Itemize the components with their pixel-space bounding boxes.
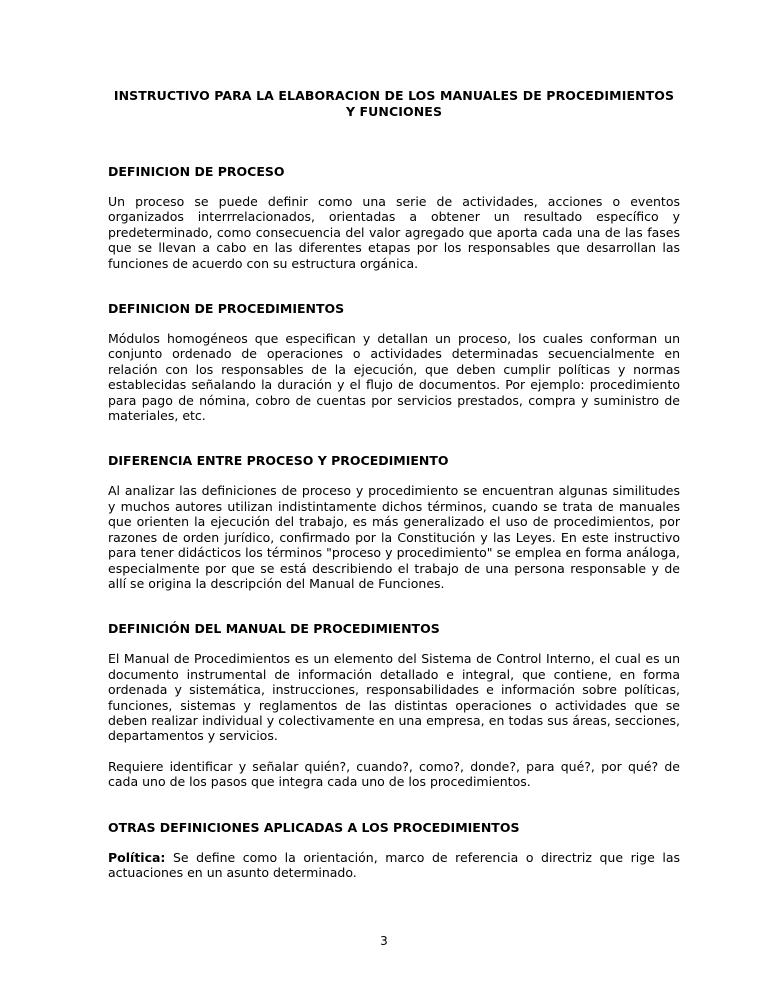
document-page xyxy=(108,88,680,880)
section-heading: DEFINICION DE PROCESO xyxy=(108,164,285,179)
paragraph: Requiere identificar y señalar quién?, cuando?, como?, donde?, para qué?, por qué? de cada uno de los pasos que integra cada uno de los procedimientos. xyxy=(108,758,680,790)
section-spacer xyxy=(108,271,680,301)
paragraph: Al analizar las definiciones de proceso y procedimiento se encuentran algunas similitudes y muchos autores utilizan indistintamente dichos términos, cuando se trata de manuales que orienten la ejecución del trabajo, es más generalizado el uso de procedimientos, por razones de orden jurídico, confirmado por la Constitución y las Leyes. En este instructivo para tener didácticos los términos "proceso y procedimiento" se emplea en forma análoga, especialmente por que se está describiendo el trabajo de una persona responsable y de allí se origina la descripción del Manual de Funciones. xyxy=(108,483,680,591)
paragraph: Un proceso se puede definir como una serie de actividades, acciones o eventos organizados interrrelacionados, orientadas a obtener un resultado específico y predeterminado, como consecuencia del valor agregado que aporta cada una de las fases que se llevan a cabo en las diferentes etapas por los responsables que desarrollan las funciones de acuerdo con su estructura orgánica. xyxy=(108,194,680,271)
definition-paragraph xyxy=(108,850,680,881)
section-spacer xyxy=(108,423,680,453)
section-otras-definiciones xyxy=(108,820,680,881)
section-heading: OTRAS DEFINICIONES APLICADAS A LOS PROCEDIMIENTOS xyxy=(108,819,520,835)
document-title xyxy=(108,88,680,120)
section-heading: DEFINICIÓN DEL MANUAL DE PROCEDIMIENTOS xyxy=(108,621,440,637)
section-definicion-proceso xyxy=(108,164,680,271)
section-heading: DEFINICION DE PROCEDIMIENTOS xyxy=(108,301,345,317)
definition-text: Se define como la orientación, marco de referencia o directriz que rige las actuaciones en un asunto determinado. xyxy=(108,849,680,880)
section-spacer xyxy=(108,591,680,621)
paragraph: Módulos homogéneos que especifican y detallan un proceso, los cuales conforman un conjunto ordenado de operaciones o actividades determinadas secuencialmente en relación con los responsables de la ejecución, que deben cumplir políticas y normas establecidas señalando la duración y el flujo de documentos. Por ejemplo: procedimiento para pago de nómina, cobro de cuentas por servicios prestados, compra y suministro de materiales, etc. xyxy=(108,331,680,424)
section-spacer xyxy=(108,790,680,820)
section-definicion-procedimientos xyxy=(108,301,680,423)
document-title-text: INSTRUCTIVO PARA LA ELABORACION DE LOS MANUALES DE PROCEDIMIENTOS Y FUNCIONES xyxy=(113,88,675,119)
section-heading: DIFERENCIA ENTRE PROCESO Y PROCEDIMIENTO xyxy=(108,453,449,469)
definition-term: Política: xyxy=(108,849,166,865)
section-definicion-manual xyxy=(108,621,680,789)
section-diferencia xyxy=(108,453,680,591)
page-number: 3 xyxy=(380,934,388,948)
paragraph: El Manual de Procedimientos es un elemento del Sistema de Control Interno, el cual es un documento instrumental de información detallado e integral, que contiene, en forma ordenada y sistemática, instrucciones, responsabilidades e información sobre políticas, funciones, sistemas y reglamentos de las distintas operaciones o actividades que se deben realizar individual y colectivamente en una empresa, en todas sus áreas, secciones, departamentos y servicios. xyxy=(108,651,680,744)
